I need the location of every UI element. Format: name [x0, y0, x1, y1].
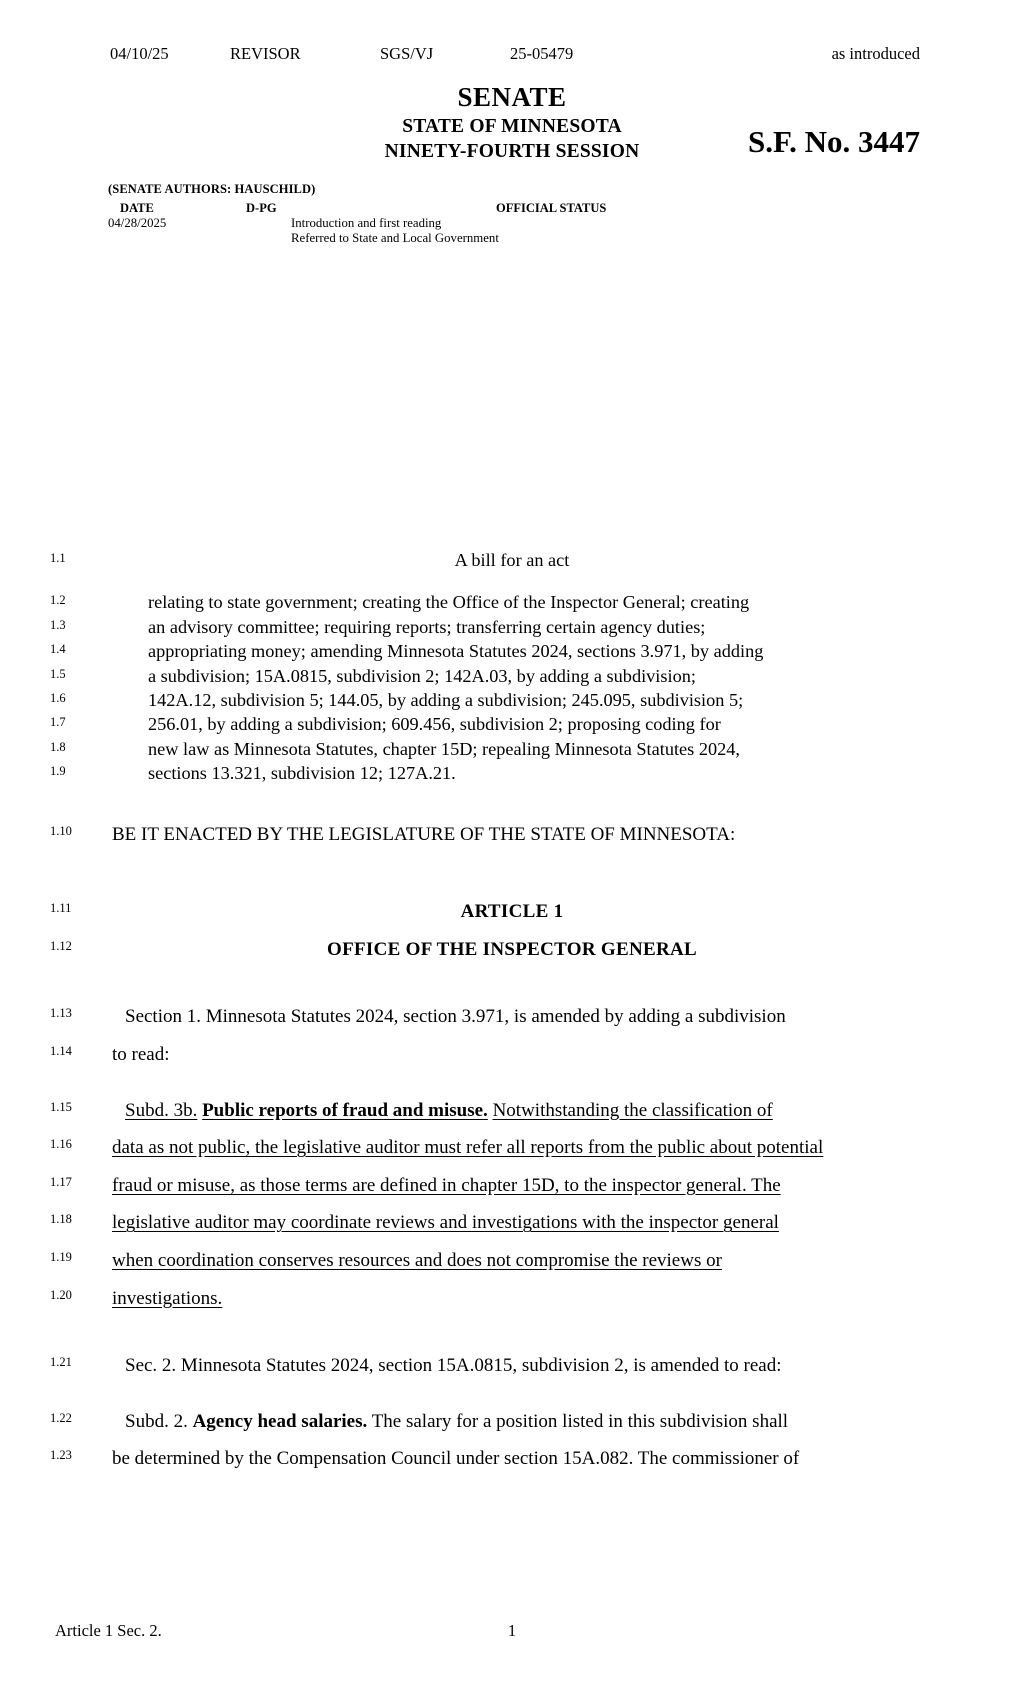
line-number: 1.12: [50, 938, 72, 953]
section-2-intro: Sec. 2. Minnesota Statutes 2024, section 15A.0815, subdivision 2, is amended to read:: [125, 1355, 782, 1377]
spacer: [0, 786, 1024, 816]
footer-page-number: 1: [507, 1621, 517, 1640]
article-label: ARTICLE 1: [460, 901, 564, 923]
line-number: 1.22: [50, 1410, 72, 1425]
line-number: 1.21: [50, 1355, 72, 1370]
spacer: [0, 1385, 1024, 1403]
status-row: [108, 231, 708, 246]
bill-line: [0, 1092, 1024, 1130]
spacer: [0, 1317, 1024, 1347]
line-number: 1.15: [50, 1099, 72, 1114]
subdivision-body-text: legislative auditor may coordinate reviews and investigations with the inspector general: [112, 1212, 779, 1234]
subdivision-heading: Agency head salaries.: [192, 1410, 368, 1432]
bill-title-line: new law as Minnesota Statutes, chapter 15D; repealing Minnesota Statutes 2024,: [148, 738, 740, 759]
line-number: 1.11: [50, 901, 72, 916]
bill-title-line: relating to state government; creating the Office of the Inspector General; creating: [148, 592, 750, 613]
subdivision-body-text: be determined by the Compensation Council under section 15A.082. The commissioner of: [112, 1448, 800, 1470]
bill-line: [0, 639, 1024, 663]
status-row: [108, 216, 708, 231]
bill-line: [0, 590, 1024, 614]
senate-authors: (SENATE AUTHORS: HAUSCHILD): [108, 182, 316, 196]
spacer: [0, 572, 1024, 590]
line-number: 1.10: [50, 823, 72, 838]
subdivision-body-text: investigations.: [112, 1287, 223, 1309]
article-title: OFFICE OF THE INSPECTOR GENERAL: [326, 938, 697, 960]
header-revisor: REVISOR: [230, 44, 301, 63]
bill-line: [0, 761, 1024, 785]
bill-line: [0, 1403, 1024, 1441]
header-document-number: 25-05479: [510, 44, 574, 63]
bill-title-line: sections 13.321, subdivision 12; 127A.21.: [148, 763, 456, 784]
status-table-header: [108, 201, 668, 216]
line-number: 1.3: [50, 617, 66, 632]
subdivision-label: Subd. 2.: [125, 1410, 188, 1432]
bill-title-line: 256.01, by adding a subdivision; 609.456, subdivision 2; proposing coding for: [148, 714, 721, 735]
line-number: 1.18: [50, 1212, 72, 1227]
bill-line: [0, 1440, 1024, 1478]
bill-title-line: appropriating money; amending Minnesota Statutes 2024, sections 3.971, by adding: [148, 641, 764, 662]
line-number: 1.2: [50, 593, 66, 608]
section-1-intro: Section 1. Minnesota Statutes 2024, section 3.971, is amended by adding a subdivision: [125, 1006, 786, 1028]
line-number: 1.16: [50, 1137, 72, 1152]
section-1-intro-cont: to read:: [112, 1044, 170, 1066]
subdivision-body-text: fraud or misuse, as those terms are defined in chapter 15D, to the inspector general. The: [112, 1174, 781, 1196]
spacer: [0, 853, 1024, 893]
bill-line: [0, 712, 1024, 736]
line-number: 1.23: [50, 1448, 72, 1463]
line-number: 1.5: [50, 666, 66, 681]
bill-title-line: 142A.12, subdivision 5; 144.05, by adding a subdivision; 245.095, subdivision 5;: [148, 690, 744, 711]
status-col-date: DATE: [120, 201, 154, 215]
header-status: as introduced: [831, 44, 920, 63]
running-header: [110, 44, 920, 64]
bill-line: [0, 1204, 1024, 1242]
status-col-official: OFFICIAL STATUS: [496, 201, 607, 215]
status-row-date: 04/28/2025: [108, 216, 167, 230]
bill-line: [0, 1167, 1024, 1205]
spacer: [0, 968, 1024, 998]
bill-line: [0, 1280, 1024, 1318]
bill-line: [0, 688, 1024, 712]
bill-line: [0, 615, 1024, 639]
spacer: [0, 1074, 1024, 1092]
bill-title-line: an advisory committee; requiring reports; transferring certain agency duties;: [148, 616, 706, 637]
bill-title-heading: A bill for an act: [454, 550, 570, 570]
subdivision-body-text: when coordination conserves resources and does not compromise the reviews or: [112, 1250, 722, 1271]
line-number: 1.8: [50, 739, 66, 754]
bill-line: [0, 1036, 1024, 1074]
line-number: 1.13: [50, 1006, 72, 1021]
bill-line: [0, 548, 1024, 572]
bill-title-block: [0, 548, 1024, 786]
line-number: 1.14: [50, 1044, 72, 1059]
line-number: 1.9: [50, 764, 66, 779]
subdivision-3b-first-line: [0, 1092, 1024, 1130]
subdivision-heading: Public reports of fraud and misuse.: [202, 1099, 488, 1121]
bill-line: [0, 998, 1024, 1036]
line-number: 1.7: [50, 715, 66, 730]
line-number: 1.4: [50, 642, 66, 657]
subdivision-body-text: The salary for a position listed in this subdivision shall: [371, 1410, 789, 1432]
bill-number: S.F. No. 3447: [748, 124, 920, 159]
subdivision-label: Subd. 3b.: [125, 1099, 198, 1121]
enacting-clause: BE IT ENACTED BY THE LEGISLATURE OF THE STATE OF MINNESOTA:: [112, 823, 736, 845]
bill-line: [0, 664, 1024, 688]
bill-line: [0, 1242, 1024, 1280]
header-date: 04/10/25: [110, 44, 169, 63]
header-drafter: SGS/VJ: [380, 44, 434, 63]
bill-body: [0, 548, 1024, 1478]
bill-line: [0, 1347, 1024, 1385]
bill-title-line: a subdivision; 15A.0815, subdivision 2; 142A.03, by adding a subdivision;: [148, 665, 696, 686]
line-number: 1.6: [50, 691, 66, 706]
line-number: 1.17: [50, 1174, 72, 1189]
subdivision-2-first-line: [0, 1403, 1024, 1441]
subdivision-body-text: data as not public, the legislative auditor must refer all reports from the public about potential: [112, 1137, 824, 1159]
bill-line: [0, 737, 1024, 761]
line-number: 1.1: [50, 551, 66, 565]
status-row-text: Referred to State and Local Government: [291, 231, 499, 245]
status-row-text: Introduction and first reading: [291, 216, 442, 230]
session-title: NINETY-FOURTH SESSION: [384, 141, 640, 163]
bill-line: [0, 931, 1024, 969]
line-number: 1.19: [50, 1250, 72, 1264]
state-title: STATE OF MINNESOTA: [402, 115, 622, 137]
chamber-title: SENATE: [457, 82, 567, 112]
subdivision-body-text: Notwithstanding the classification of: [492, 1099, 773, 1121]
line-number: 1.20: [50, 1287, 72, 1302]
page-footer: [0, 1621, 1024, 1643]
bill-line: [0, 816, 1024, 854]
status-col-dpg: D-PG: [246, 201, 277, 215]
bill-line: [0, 1129, 1024, 1167]
status-table-body: [108, 216, 708, 246]
footer-reference: Article 1 Sec. 2.: [55, 1621, 162, 1640]
bill-line: [0, 893, 1024, 931]
